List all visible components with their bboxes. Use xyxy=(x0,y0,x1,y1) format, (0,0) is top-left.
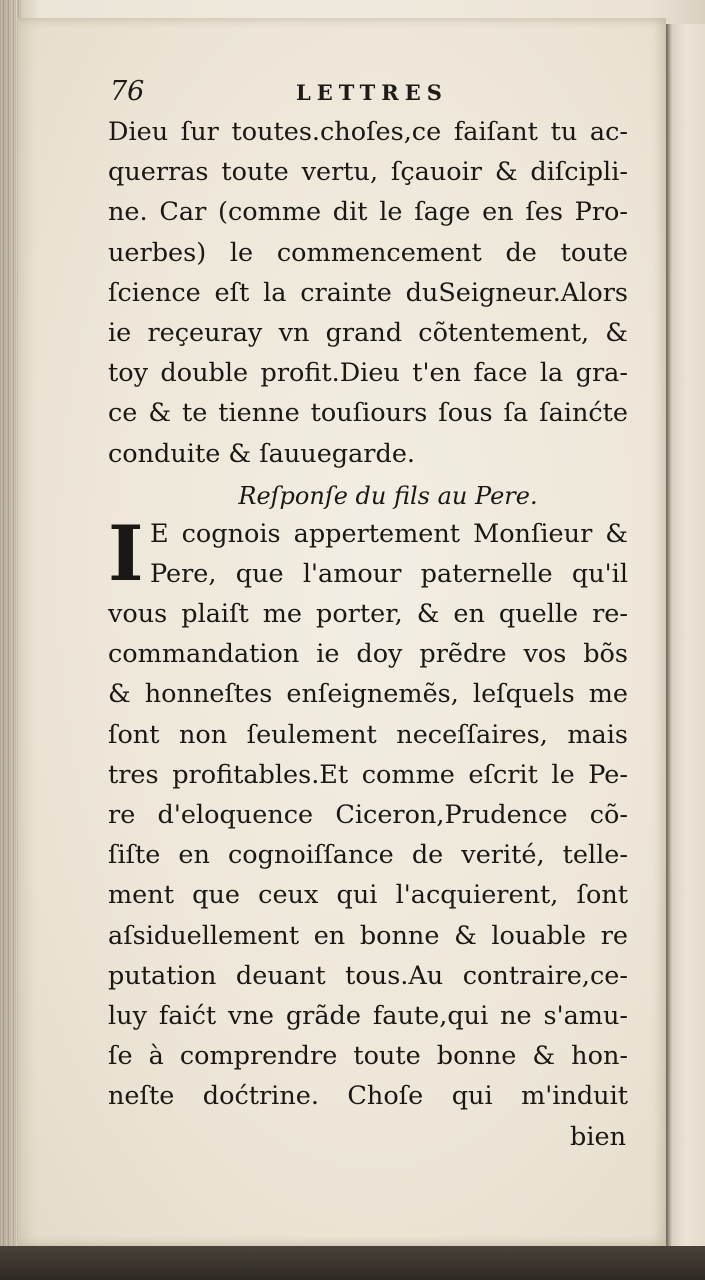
text-line: ſont non ſeulement neceſſaires, mais xyxy=(108,719,628,750)
section-heading: Reſponſe du fils au Pere. xyxy=(238,481,538,510)
running-title: LETTRES xyxy=(296,80,448,105)
text-line: Pere, que l'amour paternelle qu'il xyxy=(150,558,628,589)
text-line: commandation ie doy prẽdre vos bõs xyxy=(108,639,628,670)
text-block xyxy=(108,112,628,1157)
text-line: querras toute vertu, ſçauoir & diſcipli- xyxy=(108,157,628,188)
page-number: 76 xyxy=(110,76,145,107)
text-line: ment que ceux qui l'acquierent, ſont xyxy=(108,880,628,911)
text-line: ſiſte en cognoiſſance de verité, telle- xyxy=(108,840,628,871)
text-line: & honneſtes enſeignemẽs, leſquels me xyxy=(108,679,628,710)
drop-capital: I xyxy=(108,508,144,598)
text-line: neſte doćtrine. Choſe qui m'induit xyxy=(108,1081,628,1112)
text-line: ſe à comprendre toute bonne & hon- xyxy=(108,1041,628,1072)
book-cover-edge xyxy=(0,1246,705,1280)
text-line: conduite & ſauuegarde. xyxy=(108,438,416,469)
text-line: aſsiduellement en bonne & louable re xyxy=(108,920,628,951)
text-line: tres profitables.Et comme eſcrit le Pe- xyxy=(108,759,628,790)
text-line: E cognois appertement Monſieur & xyxy=(150,518,628,549)
catchword: bien xyxy=(570,1121,626,1152)
text-line: uerbes) le commencement de toute xyxy=(108,237,628,268)
text-line: luy faićt vne grãde faute,qui ne s'amu- xyxy=(108,1000,628,1031)
text-line: putation deuant tous.Au contraire,ce- xyxy=(108,960,628,991)
text-line: ſcience eſt la crainte duSeigneur.Alors xyxy=(108,277,628,308)
facing-page-edge xyxy=(666,24,705,1246)
text-line: toy double profit.Dieu t'en face la gra- xyxy=(108,358,628,389)
text-line: ie reçeuray vn grand cõtentement, & xyxy=(108,317,628,348)
paragraph xyxy=(108,508,628,1117)
running-head xyxy=(110,76,630,106)
text-line: vous plaiſt me porter, & en quelle re- xyxy=(108,599,628,630)
text-line: ne. Car (comme dit le ſage en ſes Pro- xyxy=(108,197,628,228)
text-line: Dieu ſur toutes.choſes,ce faiſant tu ac- xyxy=(108,117,628,147)
text-line: ce & te tienne touſiours ſous ſa ſainćte xyxy=(108,398,628,429)
text-line: re d'eloquence Ciceron,Prudence cõ- xyxy=(108,800,628,830)
